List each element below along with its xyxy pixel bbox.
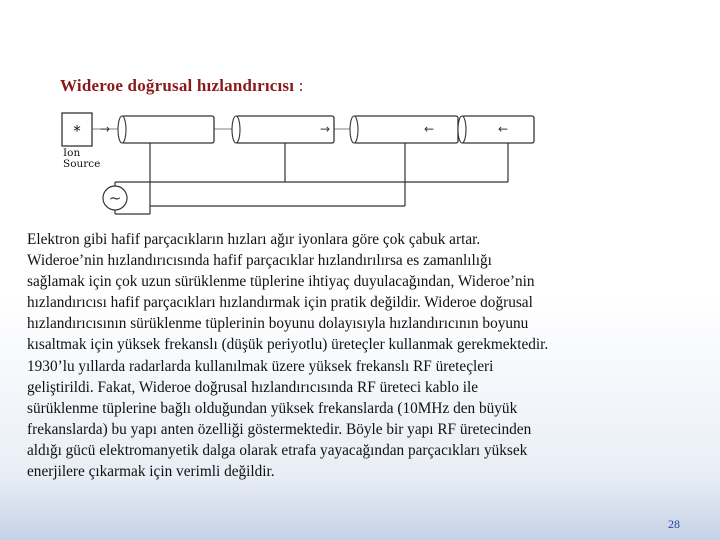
drift-tube-2: [232, 116, 334, 143]
source-label: Source: [63, 158, 101, 170]
ion-label: Ion: [63, 147, 81, 159]
field-arrow-4: ←: [498, 122, 509, 136]
ion-source-marker: *: [73, 122, 81, 140]
diagram-svg: [60, 106, 535, 218]
field-arrow-3: ←: [424, 122, 435, 136]
field-arrow-1: →: [100, 122, 111, 136]
drift-tube-4: [458, 116, 534, 143]
drift-tube-1: [118, 116, 214, 143]
body-paragraph: Elektron gibi hafif parçacıkların hızları ağır iyonlara göre çok çabuk artar. Wideroe’nin hızlandırıcısında hafif parçacıklar hızlandırılırsa es zamanlılığı sağlamak için çok uzun sürüklenme tüplerine ihtiyaç duyulacağından, Wideroe’nin hızlandırıcısı hafif parçacıkları hızlandırmak için pratik değildir. Wideroe doğrusal hızlandırıcısının sürüklenme tüplerinin boyunu dolayısıyla hızlandırıcının boyunu kısaltmak için yüksek frekanslı (düşük periyotlu) üreteçler kullanmak gerekmektedir. 1930’lu yıllarda radarlarda kullanılmak üzere yüksek frekanslı RF üreteçleri geliştirildi. Fakat, Wideroe doğrusal hızlandırıcısında RF üreteci kablo ile sürüklenme tüplerine bağlı olduğundan yüksek frekanslarda (10MHz den büyük frekanslarda) bu yapı anten özelliği göstermektedir. Böyle bir yapı RF üretecinden aldığı gücü elektromanyetik dalga olarak etrafa yayacağından parçacıkları yüksek enerjilere çıkarmak için verimli değildir.: [27, 231, 549, 481]
slide-title-text: Wideroe doğrusal hızlandırıcısı: [60, 76, 295, 95]
page-number: 28: [668, 517, 680, 531]
rf-generator-symbol: ~: [108, 189, 122, 207]
drift-tube-3: [350, 116, 458, 143]
wideroe-linac-diagram: [60, 106, 535, 218]
slide-title-separator: :: [294, 76, 304, 95]
slide-title: [60, 76, 304, 96]
field-arrow-2: →: [320, 122, 331, 136]
rf-wiring: [115, 143, 508, 214]
